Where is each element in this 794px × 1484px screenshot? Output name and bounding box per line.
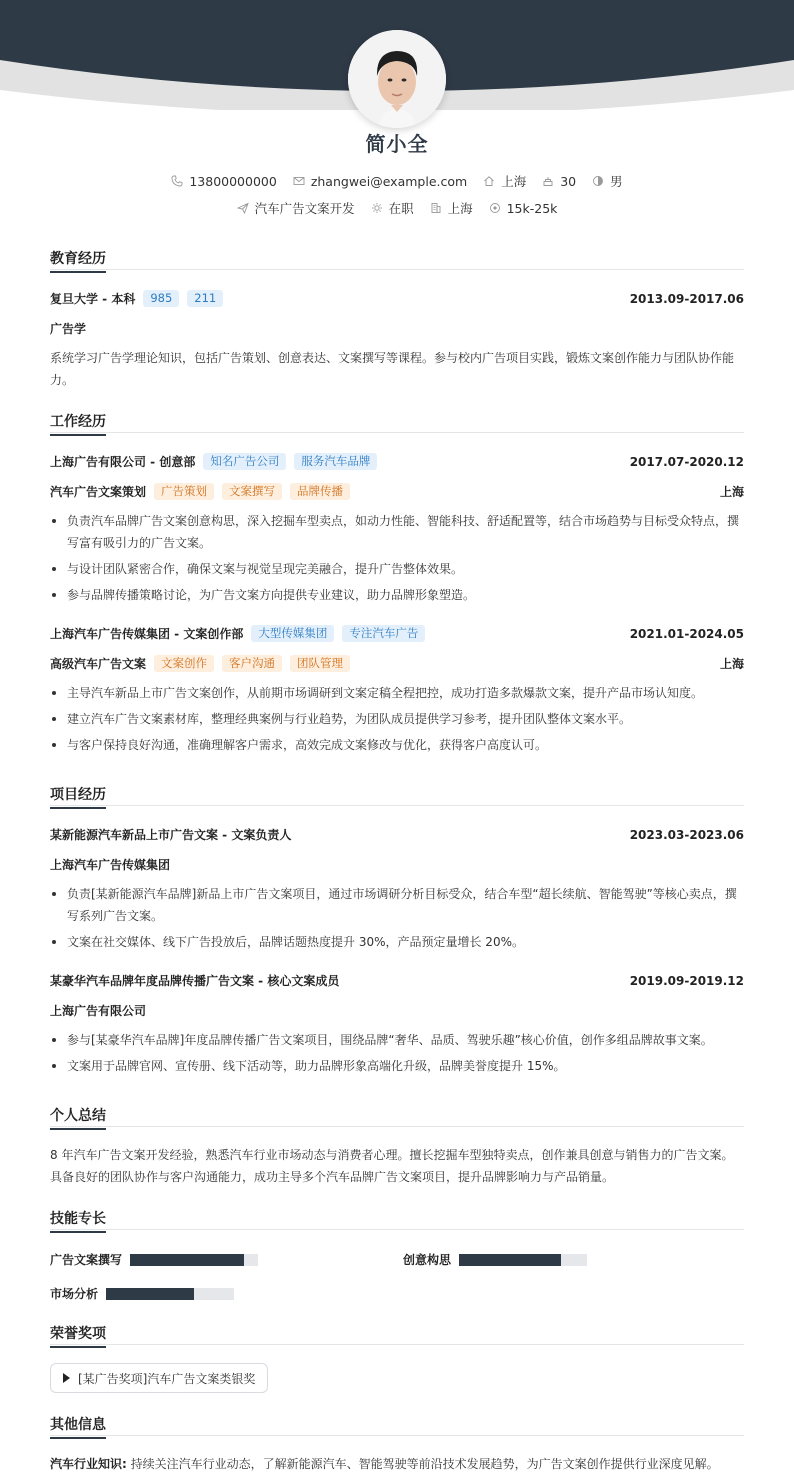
skill-name: 创意构思 xyxy=(403,1253,452,1267)
project-date: 2019.09-2019.12 xyxy=(629,973,744,988)
project-bullet: 负责[某新能源汽车品牌]新品上市广告文案项目，通过市场调研分析目标受众，结合车型“超长续航、智能驾驶”等核心卖点，撰写系列广告文案。 xyxy=(50,883,744,927)
job-company-row xyxy=(50,625,744,642)
phone-info xyxy=(171,174,276,189)
send-icon xyxy=(237,202,249,214)
gender-info xyxy=(592,172,623,190)
skill-bar-fill xyxy=(106,1288,194,1300)
education-date: 2013.09-2017.06 xyxy=(629,291,744,306)
target-job-text: 汽车广告文案开发 xyxy=(254,201,355,216)
target-job-info xyxy=(237,199,355,217)
job-company-row xyxy=(50,453,744,470)
job-date: 2017.07-2020.12 xyxy=(629,454,744,469)
project-header-row xyxy=(50,826,744,843)
projects-title: 项目经历 xyxy=(50,784,744,806)
school-tag: 211 xyxy=(187,290,223,307)
job-bullet: 与设计团队紧密合作，确保文案与视觉呈现完美融合，提升广告整体效果。 xyxy=(50,558,744,580)
education-header-row xyxy=(50,290,744,307)
education-description: 系统学习广告学理论知识，包括广告策划、创意表达、文案撰写等课程。参与校内广告项目实践，锻炼文案创作能力与团队协作能力。 xyxy=(50,351,735,387)
job-bullet: 主导汽车新品上市广告文案创作，从前期市场调研到文案定稿全程把控，成功打造多款爆款文案，提升产品市场认知度。 xyxy=(50,682,744,704)
job-location: 上海 xyxy=(719,485,744,499)
status-text: 在职 xyxy=(388,201,414,216)
position-tag: 客户沟通 xyxy=(222,655,282,672)
caret-right-icon xyxy=(63,1373,70,1383)
education-title: 教育经历 xyxy=(50,248,744,270)
company-tag: 服务汽车品牌 xyxy=(294,453,377,470)
skill-item xyxy=(50,1251,258,1268)
status-icon xyxy=(371,202,383,214)
major: 广告学 xyxy=(50,322,87,336)
project-bullet: 文案在社交媒体、线下广告投放后，品牌话题热度提升 30%，产品预定量增长 20%。 xyxy=(50,931,744,953)
position-tag: 团队管理 xyxy=(290,655,350,672)
mail-icon xyxy=(293,175,305,187)
city-text: 上海 xyxy=(501,174,527,189)
major-row xyxy=(50,320,744,337)
skill-bar-fill xyxy=(459,1254,561,1266)
honors-title: 荣誉奖项 xyxy=(50,1323,744,1345)
skills-section xyxy=(50,1208,744,1308)
project-date: 2023.03-2023.06 xyxy=(629,827,744,842)
company-name: 上海汽车广告传媒集团 - 文案创作部 xyxy=(50,627,244,641)
work-city-text: 上海 xyxy=(447,201,473,216)
award-text: [某广告奖项]汽车广告文案类银奖 xyxy=(78,1371,256,1386)
position-name: 汽车广告文案策划 xyxy=(50,485,147,499)
home-icon xyxy=(483,175,495,187)
company-tag: 知名广告公司 xyxy=(203,453,286,470)
age-text: 30 xyxy=(560,173,577,189)
other-info xyxy=(50,1453,744,1475)
job-bullet: 建立汽车广告文案素材库，整理经典案例与行业趋势，为团队成员提供学习参考，提升团队整体文案水平。 xyxy=(50,708,744,730)
age-icon xyxy=(542,175,554,187)
job-bullet: 负责汽车品牌广告文案创意构思，深入挖掘车型卖点，如动力性能、智能科技、舒适配置等，结合市场趋势与目标受众特点，撰写富有吸引力的广告文案。 xyxy=(50,510,744,554)
company-tag: 大型传媒集团 xyxy=(251,625,334,642)
work-title: 工作经历 xyxy=(50,411,744,433)
position-tag: 文案创作 xyxy=(154,655,214,672)
honors-section xyxy=(50,1323,744,1403)
city-info xyxy=(483,172,526,190)
skills-title: 技能专长 xyxy=(50,1208,744,1230)
position-name: 高级汽车广告文案 xyxy=(50,657,147,671)
contact-info-row xyxy=(0,172,794,190)
salary-info xyxy=(489,201,558,216)
project-org-row xyxy=(50,856,744,873)
gender-icon xyxy=(592,175,604,187)
skill-bar xyxy=(459,1254,587,1266)
skill-name: 广告文案撰写 xyxy=(50,1253,123,1267)
work-section xyxy=(50,411,744,771)
salary-text: 15k-25k xyxy=(506,200,558,216)
skill-item xyxy=(50,1285,234,1302)
gender-text: 男 xyxy=(610,174,623,189)
project-org-row xyxy=(50,1002,744,1019)
skill-name: 市场分析 xyxy=(50,1287,99,1301)
project-bullet: 文案用于品牌官网、宣传册、线下活动等，助力品牌形象高端化升级，品牌美誉度提升 15%。 xyxy=(50,1055,744,1077)
project-name: 某豪华汽车品牌年度品牌传播广告文案 - 核心文案成员 xyxy=(50,974,340,988)
skill-bar xyxy=(106,1288,234,1300)
job-position-row xyxy=(50,483,744,500)
project-header-row xyxy=(50,972,744,989)
status-info xyxy=(371,199,414,217)
project-bullet: 参与[某豪华汽车品牌]年度品牌传播广告文案项目，围绕品牌“奢华、品质、驾驶乐趣”核心价值，创作多组品牌故事文案。 xyxy=(50,1029,744,1051)
phone-icon xyxy=(171,175,183,187)
skill-bar-fill xyxy=(130,1254,244,1266)
other-title: 其他信息 xyxy=(50,1414,744,1436)
summary-title: 个人总结 xyxy=(50,1105,744,1127)
work-city-info xyxy=(430,199,473,217)
candidate-name: 简小全 xyxy=(365,132,429,156)
other-section xyxy=(50,1414,744,1474)
job-location: 上海 xyxy=(719,657,744,671)
summary-text: 8 年汽车广告文案开发经验，熟悉汽车行业市场动态与消费者心理。擅长挖掘车型独特卖点，创作兼具创意与销售力的广告文案。具备良好的团队协作与客户沟通能力，成功主导多个汽车品牌广告文案项目，提升品牌影响力与产品销量。 xyxy=(50,1148,734,1184)
education-section xyxy=(50,248,744,398)
position-tag: 广告策划 xyxy=(154,483,214,500)
job-bullet: 与客户保持良好沟通，准确理解客户需求，高效完成文案修改与优化，获得客户高度认可。 xyxy=(50,734,744,756)
other-label: 汽车行业知识: xyxy=(50,1457,127,1471)
job-intent-row xyxy=(0,199,794,217)
salary-icon xyxy=(489,202,501,214)
avatar xyxy=(348,30,446,128)
summary-section xyxy=(50,1105,744,1195)
school-name: 复旦大学 - 本科 xyxy=(50,292,136,306)
email-text: zhangwei@example.com xyxy=(310,173,468,189)
building-icon xyxy=(430,202,442,214)
project-org: 上海汽车广告传媒集团 xyxy=(50,858,171,872)
project-org: 上海广告有限公司 xyxy=(50,1004,147,1018)
projects-section xyxy=(50,784,744,1084)
school-tag: 985 xyxy=(143,290,179,307)
phone-text: 13800000000 xyxy=(189,173,277,189)
other-text: 持续关注汽车行业动态，了解新能源汽车、智能驾驶等前沿技术发展趋势，为广告文案创作提供行业深度见解。 xyxy=(130,1457,719,1471)
age-info xyxy=(542,174,576,189)
skill-item xyxy=(403,1251,587,1268)
skill-bar xyxy=(130,1254,258,1266)
award-item[interactable] xyxy=(50,1363,268,1393)
job-position-row xyxy=(50,655,744,672)
job-date: 2021.01-2024.05 xyxy=(629,626,744,641)
company-name: 上海广告有限公司 - 创意部 xyxy=(50,455,196,469)
project-name: 某新能源汽车新品上市广告文案 - 文案负责人 xyxy=(50,828,292,842)
email-info xyxy=(293,174,467,189)
job-bullet: 参与品牌传播策略讨论，为广告文案方向提供专业建议，助力品牌形象塑造。 xyxy=(50,584,744,606)
company-tag: 专注汽车广告 xyxy=(342,625,425,642)
position-tag: 文案撰写 xyxy=(222,483,282,500)
position-tag: 品牌传播 xyxy=(290,483,350,500)
